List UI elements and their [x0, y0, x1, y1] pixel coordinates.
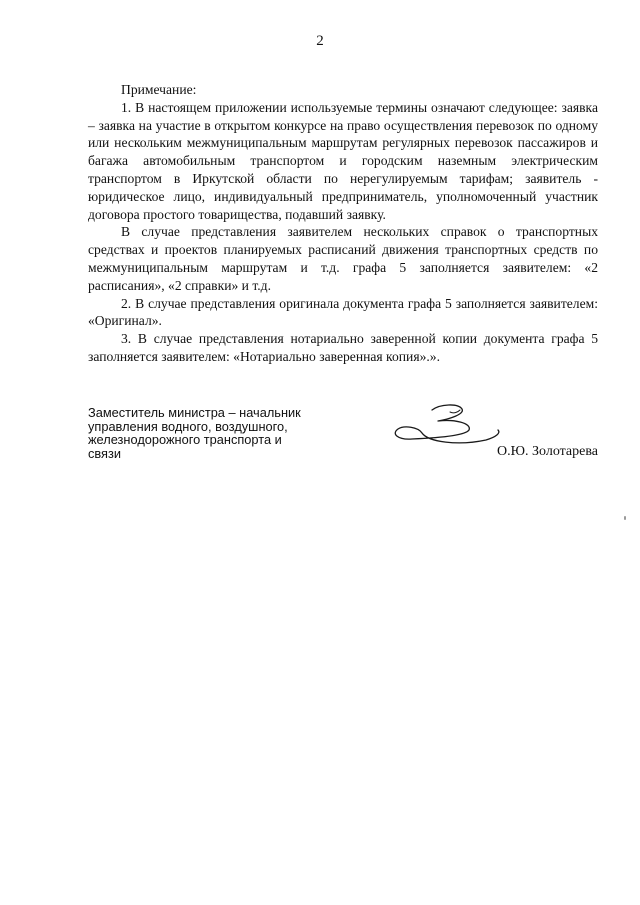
signer-position-line: железнодорожного транспорта и [88, 432, 282, 448]
handwritten-signature [388, 400, 508, 460]
page-number: 2 [316, 33, 324, 49]
note-heading: Примечание: [121, 82, 197, 97]
note-paragraph-notarized-copy: 3. В случае представления нотариально заверенной копии документа графа 5 заполняется заявителем: «Нотариально заверенная копия».». [88, 331, 598, 364]
signer-position-line: управления водного, воздушного, [88, 418, 288, 434]
signer-name: О.Ю. Золотарева [497, 444, 598, 459]
note-paragraph-terms: 1. В настоящем приложении используемые термины означают следующее: заявка – заявка на участие в открытом конкурсе на право осуществления перевозок по одному или нескольким межмуниципальным маршрутам регулярных перевозок пассажиров и багажа автомобильным транспортом и городским наземным электрическим транспортом в Иркутской области по нерегулируемым тарифам; заявитель - юридическое лицо, индивидуальный предприниматель, уполномоченный участник договора простого товарищества, подавший заявку. [88, 99, 598, 222]
signature-block [88, 406, 598, 466]
signer-position-line: Заместитель министра – начальник [88, 405, 301, 420]
note-paragraph-original: 2. В случае представления оригинала документа графа 5 заполняется заявителем: «Оригинал». [88, 295, 598, 329]
signer-position-line: связи [88, 445, 121, 461]
note-paragraph-multiple-documents: В случае представления заявителем нескольких справок о транспортных средствах и проектов планируемых расписаний движения транспортных средств по межмуниципальным маршрутам и т.д. графа 5 заполняется заявителем: «2 расписания», «2 справки» и т.д. [88, 224, 598, 293]
note-block [88, 81, 598, 366]
margin-mark [624, 516, 626, 520]
signer-position [88, 406, 328, 460]
